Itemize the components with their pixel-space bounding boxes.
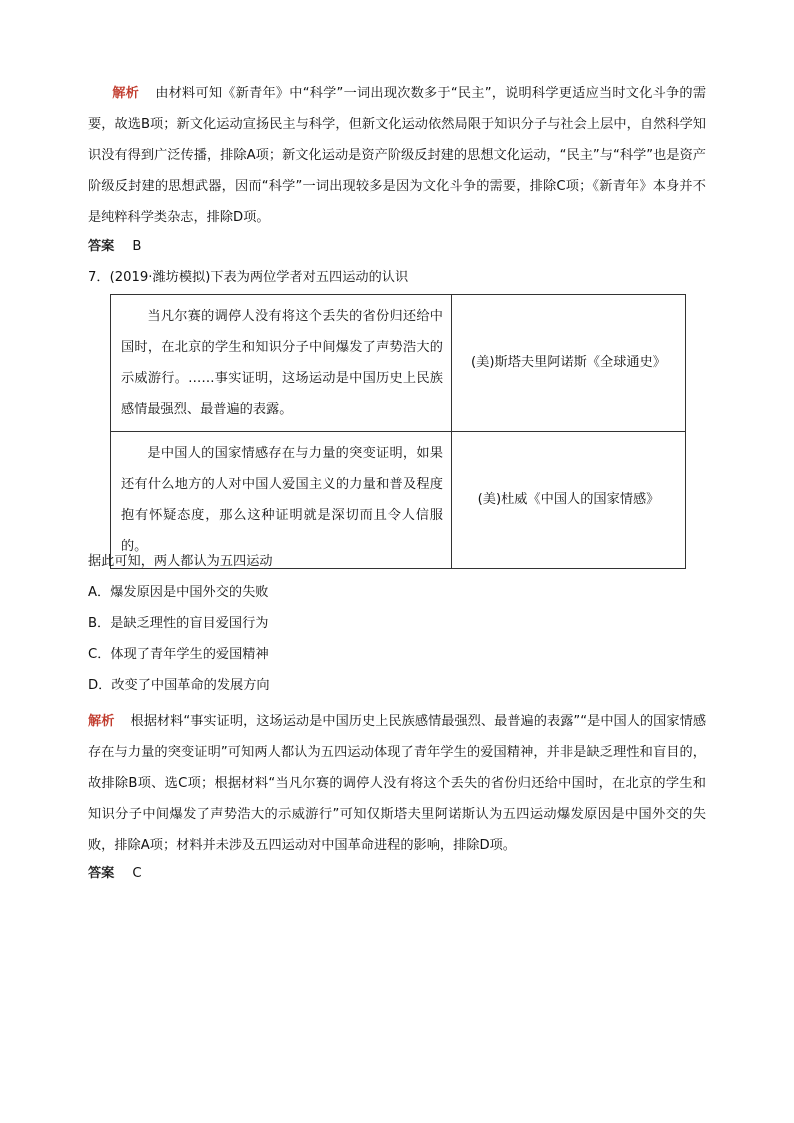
table-source-cell: (美)杜威《中国人的国家情感》 xyxy=(452,432,686,569)
q7-analysis-paragraph xyxy=(88,706,706,861)
q7-option-b: B．是缺乏理性的盲目爱国行为 xyxy=(88,616,269,631)
source-table xyxy=(110,294,686,569)
q6-answer xyxy=(88,237,141,257)
q7-analysis-label: 解析 xyxy=(88,714,115,729)
table-quote-cell: 当凡尔赛的调停人没有将这个丢失的省份归还给中国时，在北京的学生和知识分子中间爆发了声势浩大的示威游行。……事实证明，这场运动是中国历史上民族感情最强烈、最普遍的表露。 xyxy=(111,295,452,432)
q7-option-d: D．改变了中国革命的发展方向 xyxy=(88,678,270,693)
q7-analysis-text: 根据材料“事实证明，这场运动是中国历史上民族感情最强烈、最普遍的表露”“是中国人的国家情感存在与力量的突变证明”可知两人都认为五四运动体现了青年学生的爱国精神，并非是缺乏理性和盲目的，故排除B项、选C项；根据材料“当凡尔赛的调停人没有将这个丢失的省份归还给中国时，在北京的学生和知识分子中间爆发了声势浩大的示威游行”可知仅斯塔夫里阿诺斯认为五四运动爆发原因是中国外交的失败，排除A项；材料并未涉及五四运动对中国革命进程的影响，排除D项。 xyxy=(88,714,707,853)
q7-prompt: 据此可知，两人都认为五四运动 xyxy=(88,554,273,569)
q6-analysis-text: 由材料可知《新青年》中“科学”一词出现次数多于“民主”，说明科学更适应当时文化斗争的需要，故选B项；新文化运动宣扬民主与科学，但新文化运动依然局限于知识分子与社会上层中，自然科学知识没有得到广泛传播，排除A项；新文化运动是资产阶级反封建的思想文化运动，“民主”与“科学”也是资产阶级反封建的思想武器，因而“科学”一词出现较多是因为文化斗争的需要，排除C项；《新青年》本身并不是纯粹科学类杂志，排除D项。 xyxy=(88,86,707,225)
table-source-cell: (美)斯塔夫里阿诺斯《全球通史》 xyxy=(452,295,686,432)
table-quote-cell: 是中国人的国家情感存在与力量的突变证明，如果还有什么地方的人对中国人爱国主义的力量和普及程度抱有怀疑态度，那么这种证明就是深切而且令人信服的。 xyxy=(111,432,452,569)
table-row xyxy=(111,295,686,432)
q6-answer-label: 答案 xyxy=(88,239,115,254)
q7-stem: 7．(2019·潍坊模拟)下表为两位学者对五四运动的认识 xyxy=(88,270,409,285)
q7-option-c: C．体现了青年学生的爱国精神 xyxy=(88,647,269,662)
q7-answer-value: C xyxy=(132,866,142,881)
q7-answer-label: 答案 xyxy=(88,866,115,881)
q6-analysis-paragraph xyxy=(88,78,706,233)
table-row xyxy=(111,432,686,569)
q6-answer-value: B xyxy=(132,239,142,254)
q6-analysis-label: 解析 xyxy=(112,86,140,101)
q7-answer xyxy=(88,864,142,884)
q7-option-a: A．爆发原因是中国外交的失败 xyxy=(88,585,269,600)
